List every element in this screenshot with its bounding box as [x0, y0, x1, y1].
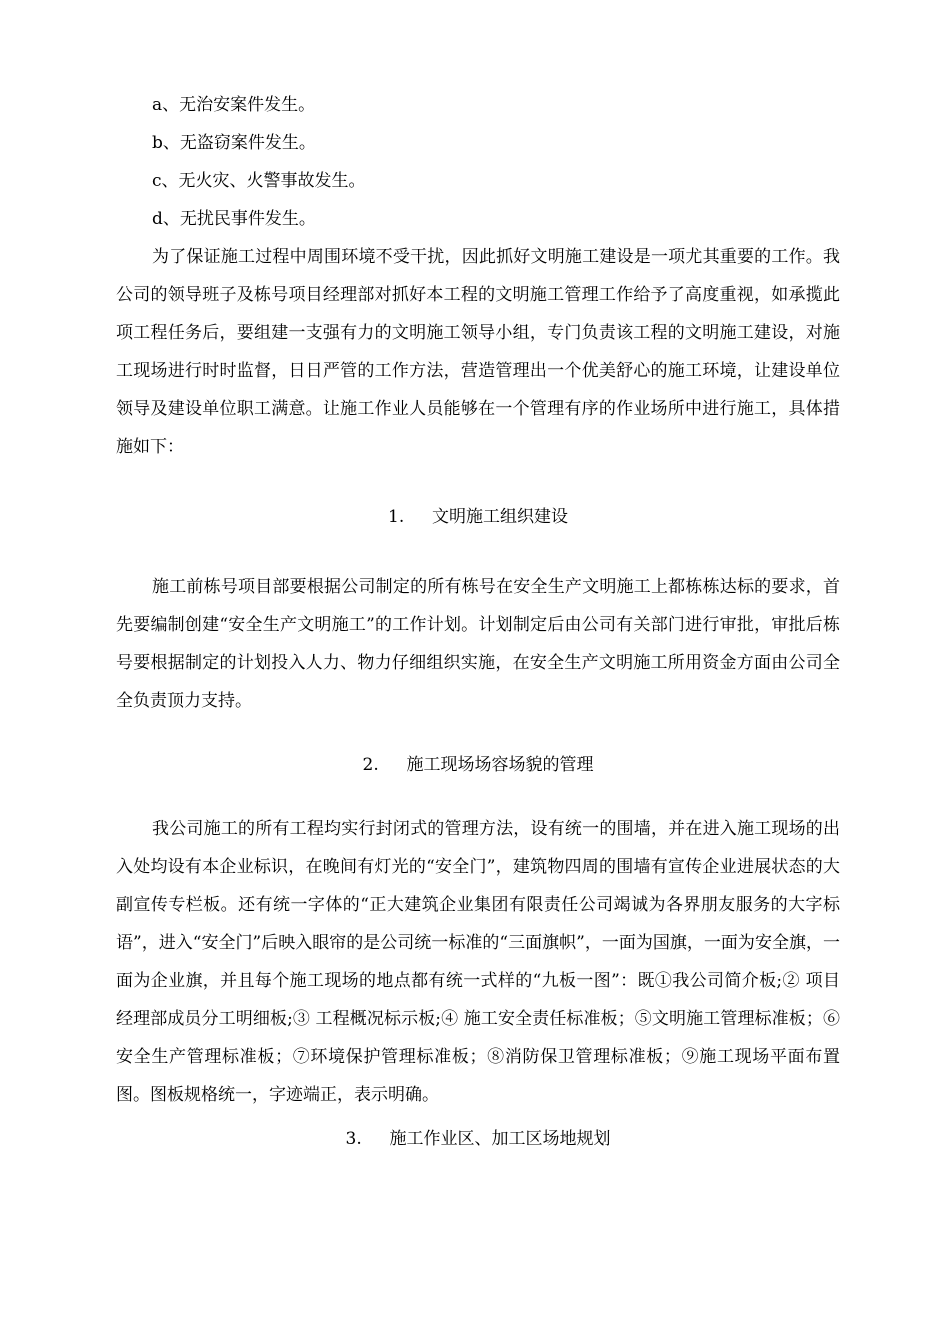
document-body: [116, 86, 840, 1158]
list-item: a、无治安案件发生。: [152, 95, 316, 115]
spacer: [116, 784, 840, 810]
section-title: 文明施工组织建设: [432, 507, 568, 527]
list-item: c、无火灾、火警事故发生。: [152, 171, 366, 191]
section-paragraph-2: 我公司施工的所有工程均实行封闭式的管理方法，设有统一的围墙，并在进入施工现场的出入处均设有本企业标识，在晚间有灯光的“安全门”，建筑物四周的围墙有宣传企业进展状态的大副宣传专栏板。还有统一字体的“正大建筑企业集团有限责任公司竭诚为各界朋友服务的大字标语”，进入“安全门”后映入眼帘的是公司统一标准的“三面旗帜”，一面为国旗，一面为安全旗，一面为企业旗，并且每个施工现场的地点都有统一式样的“九板一图”：既①我公司简介板;② 项目经理部成员分工明细板;③ 工程概况标示板;④ 施工安全责任标准板；⑤文明施工管理标准板；⑥安全生产管理标准板；⑦环境保护管理标准板；⑧消防保卫管理标准板；⑨施工现场平面布置图。图板规格统一，字迹端正，表示明确。: [116, 819, 840, 1105]
section-number: 2.: [362, 755, 379, 775]
section-heading-3: [116, 1120, 840, 1158]
section-heading-1: [116, 498, 840, 536]
spacer: [116, 536, 840, 568]
intro-paragraph: 为了保证施工过程中周围环境不受干扰，因此抓好文明施工建设是一项尤其重要的工作。我公司的领导班子及栋号项目经理部对抓好本工程的文明施工管理工作给予了高度重视，如承揽此项工程任务后，要组建一支强有力的文明施工领导小组，专门负责该工程的文明施工建设，对施工现场进行时时监督，日日严管的工作方法，营造管理出一个优美舒心的施工环境，让建设单位领导及建设单位职工满意。让施工作业人员能够在一个管理有序的作业场所中进行施工，具体措施如下：: [116, 247, 840, 457]
list-item: d、无扰民事件发生。: [152, 209, 316, 229]
section-title: 施工现场场容场貌的管理: [406, 755, 594, 775]
section-paragraph-1: 施工前栋号项目部要根据公司制定的所有栋号在安全生产文明施工上都栋栋达标的要求，首先要编制创建“安全生产文明施工”的工作计划。计划制定后由公司有关部门进行审批，审批后栋号要根据制定的计划投入人力、物力仔细组织实施，在安全生产文明施工所用资金方面由公司全全负责顶力支持。: [116, 577, 840, 711]
list-item: b、无盗窃案件发生。: [152, 133, 316, 153]
section-number: 1.: [388, 507, 405, 527]
spacer: [116, 466, 840, 498]
section-number: 3.: [345, 1129, 362, 1149]
section-heading-2: [116, 746, 840, 784]
section-title: 施工作业区、加工区场地规划: [389, 1129, 611, 1149]
spacer: [116, 720, 840, 746]
